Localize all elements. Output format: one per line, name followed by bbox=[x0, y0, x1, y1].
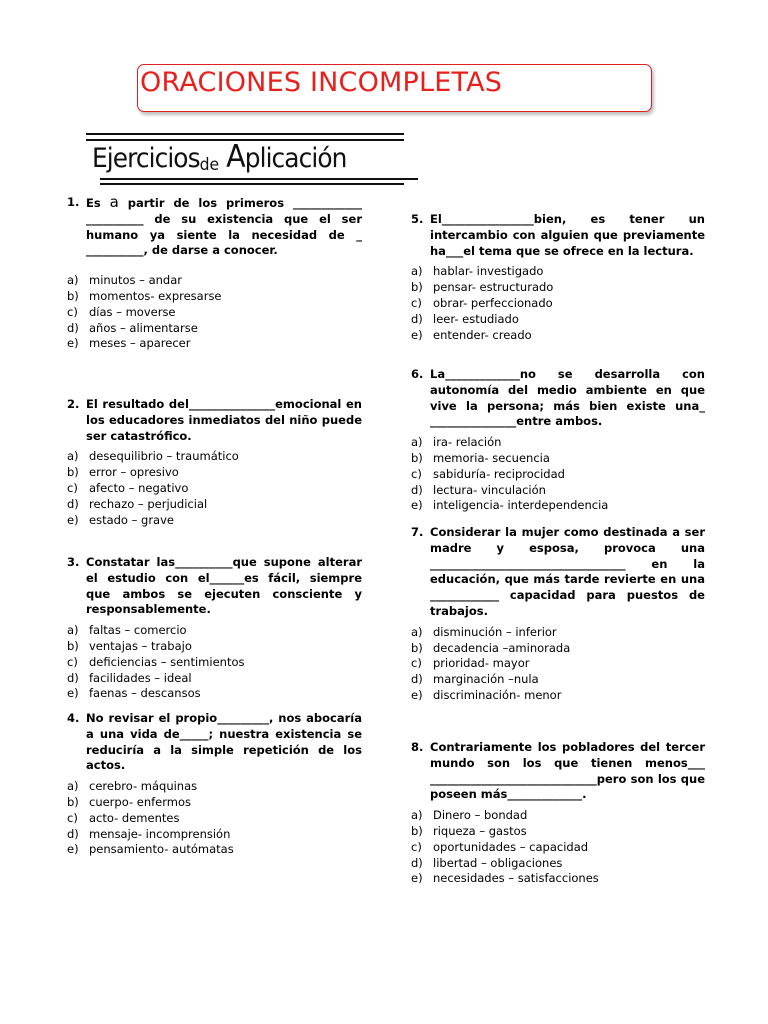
question-number: 2. bbox=[67, 397, 80, 411]
option[interactable]: e) faenas – descansos bbox=[67, 686, 201, 701]
page-title: ORACIONES INCOMPLETAS bbox=[140, 67, 503, 98]
option[interactable]: d) libertad – obligaciones bbox=[411, 855, 563, 870]
option[interactable]: a) disminución – inferior bbox=[411, 624, 557, 639]
option[interactable]: b) momentos- expresarse bbox=[67, 288, 222, 303]
question-text: No revisar el propio_________, nos abocaría a una vida de_____; nuestra existencia se reduciría a la simple repetición de los actos. bbox=[86, 711, 362, 773]
option[interactable]: d) lectura- vinculación bbox=[411, 482, 546, 497]
option[interactable]: e) pensamiento- autómatas bbox=[67, 842, 234, 857]
option[interactable]: d) años – alimentarse bbox=[67, 320, 198, 335]
question-number: 3. bbox=[67, 555, 80, 569]
option[interactable]: c) oportunidades – capacidad bbox=[411, 839, 589, 854]
banner-part-3: A bbox=[226, 139, 245, 175]
options-list bbox=[411, 808, 705, 887]
question-text: El________________bien, es tener un intercambio con alguien que previamente ha___el tema que se ofrece en la lectura. bbox=[430, 212, 705, 258]
question-text: Constatar las__________que supone alterar el estudio con el______es fácil, siempre que ambos se ejecuten consciente y responsablemente. bbox=[86, 555, 362, 617]
option[interactable]: a) faltas – comercio bbox=[67, 623, 187, 638]
question-4 bbox=[67, 711, 362, 858]
option[interactable]: c) días – moverse bbox=[67, 304, 176, 319]
options-list bbox=[67, 779, 362, 858]
option[interactable]: a) Dinero – bondad bbox=[411, 808, 528, 823]
section-banner bbox=[86, 133, 418, 185]
option[interactable]: c) deficiencias – sentimientos bbox=[67, 654, 245, 669]
question-2 bbox=[67, 397, 362, 528]
question-3 bbox=[67, 555, 362, 702]
option[interactable]: a) hablar- investigado bbox=[411, 264, 544, 279]
option[interactable]: d) leer- estudiado bbox=[411, 311, 519, 326]
options-list bbox=[67, 449, 362, 528]
option[interactable]: b) cuerpo- enfermos bbox=[67, 794, 192, 809]
banner-heading bbox=[92, 139, 346, 175]
option[interactable]: a) cerebro- máquinas bbox=[67, 779, 198, 794]
option[interactable]: a) desequilibrio – traumático bbox=[67, 449, 239, 464]
option[interactable]: d) marginación –nula bbox=[411, 672, 539, 687]
option[interactable]: c) afecto – negativo bbox=[67, 480, 189, 495]
banner-part-4: plicación bbox=[244, 143, 347, 174]
option[interactable]: b) riqueza – gastos bbox=[411, 823, 527, 838]
banner-part-1: Ejercicios bbox=[92, 143, 200, 174]
option[interactable]: d) facilidades – ideal bbox=[67, 670, 192, 685]
question-number: 5. bbox=[411, 212, 424, 226]
banner-rule bbox=[86, 133, 404, 135]
options-list bbox=[411, 435, 705, 514]
option[interactable]: a) ira- relación bbox=[411, 435, 502, 450]
option[interactable]: d) mensaje- incomprensión bbox=[67, 826, 231, 841]
options-list bbox=[411, 264, 705, 343]
question-5 bbox=[411, 212, 705, 343]
banner-part-2: de bbox=[199, 155, 220, 175]
question-text: El resultado del_______________emocional en los educadores inmediatos del niño puede ser catastrófico. bbox=[86, 397, 362, 443]
banner-rule bbox=[100, 178, 418, 180]
option[interactable]: b) ventajas – trabajo bbox=[67, 638, 192, 653]
option[interactable]: b) pensar- estructurado bbox=[411, 280, 554, 295]
option[interactable]: c) obrar- perfeccionado bbox=[411, 295, 553, 310]
option[interactable]: b) memoria- secuencia bbox=[411, 450, 550, 465]
option[interactable]: d) rechazo – perjudicial bbox=[67, 496, 208, 511]
question-number: 1. bbox=[67, 195, 80, 209]
option[interactable]: e) estado – grave bbox=[67, 512, 174, 527]
question-number: 6. bbox=[411, 367, 424, 381]
option[interactable]: c) prioridad- mayor bbox=[411, 656, 530, 671]
question-number: 4. bbox=[67, 711, 80, 725]
options-list bbox=[411, 625, 705, 704]
option[interactable]: b) error – opresivo bbox=[67, 465, 179, 480]
option[interactable]: e) discriminación- menor bbox=[411, 687, 562, 702]
question-6 bbox=[411, 367, 705, 514]
question-text: La_____________no se desarrolla con autonomía del medio ambiente en que vive la persona; más bien existe una_ _______________entre ambos. bbox=[430, 367, 705, 429]
question-number: 7. bbox=[411, 525, 424, 539]
title-box bbox=[137, 64, 652, 112]
option[interactable]: a) minutos – andar bbox=[67, 273, 182, 288]
question-8 bbox=[411, 740, 705, 887]
question-number: 8. bbox=[411, 740, 424, 754]
options-list bbox=[67, 273, 362, 352]
option[interactable]: b) decadencia –aminorada bbox=[411, 640, 571, 655]
option[interactable]: e) inteligencia- interdependencia bbox=[411, 498, 609, 513]
options-list bbox=[67, 623, 362, 702]
question-1 bbox=[67, 195, 362, 352]
option[interactable]: c) acto- dementes bbox=[67, 810, 180, 825]
option[interactable]: e) necesidades – satisfacciones bbox=[411, 871, 599, 886]
option[interactable]: c) sabiduría- reciprocidad bbox=[411, 466, 565, 481]
question-text: Contrariamente los pobladores del tercer mundo son los que tienen menos___ _____________________________pero son los que poseen más_____________. bbox=[430, 740, 705, 802]
banner-rule bbox=[100, 183, 404, 185]
question-7 bbox=[411, 525, 705, 704]
option[interactable]: e) meses – aparecer bbox=[67, 336, 191, 351]
question-text: Es a partir de los primeros ____________ __________ de su existencia que el ser humano ya siente la necesidad de _ __________, de darse a conocer. bbox=[86, 193, 362, 258]
option[interactable]: e) entender- creado bbox=[411, 327, 532, 342]
question-text: Considerar la mujer como destinada a ser madre y esposa, provoca una __________________________________ en la educación, que más tarde revierte en una ____________ capacidad para puestos de trabajos. bbox=[430, 525, 705, 618]
